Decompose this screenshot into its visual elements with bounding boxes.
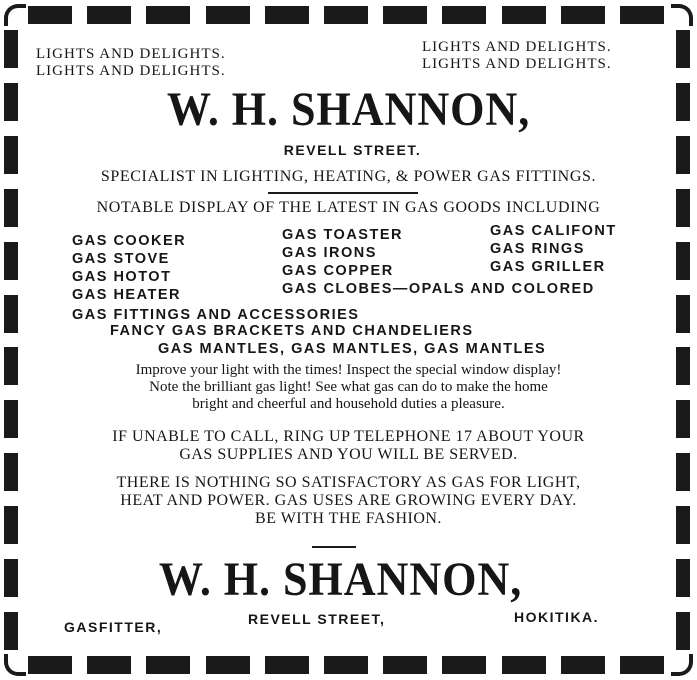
mantles-line: GAS MANTLES, GAS MANTLES, GAS MANTLES <box>158 341 547 357</box>
border-dash <box>383 6 427 24</box>
border-top <box>28 6 664 24</box>
border-dash <box>676 83 690 121</box>
border-dash <box>502 656 546 674</box>
specialist-line: SPECIALIST IN LIGHTING, HEATING, & POWER GAS FITTINGS. <box>100 168 597 185</box>
improve-line-2: Note the brilliant gas light! See what gas can do to make the home <box>149 379 548 395</box>
border-dash <box>4 83 18 121</box>
border-dash <box>442 656 486 674</box>
border-dash <box>4 242 18 280</box>
border-dash <box>676 295 690 333</box>
divider-rule <box>268 192 418 194</box>
phone-paragraph <box>0 428 697 464</box>
footer-trade: GASFITTER, <box>64 619 163 635</box>
satisfactory-line-1: THERE IS NOTHING SO SATISFACTORY AS GAS FOR LIGHT, <box>116 474 581 491</box>
goods-item: GAS RINGS <box>490 241 585 257</box>
border-dash <box>561 656 605 674</box>
short-divider <box>312 546 356 548</box>
goods-item: GAS HEATER <box>72 287 181 303</box>
goods-item: GAS IRONS <box>282 245 377 261</box>
border-dash <box>324 656 368 674</box>
border-dash <box>146 6 190 24</box>
goods-item: GAS TOASTER <box>282 227 403 243</box>
border-corner-top-left <box>4 4 26 26</box>
footer-street: REVELL STREET, <box>248 611 386 627</box>
border-dash <box>676 242 690 280</box>
goods-column-1 <box>72 232 186 304</box>
goods-item: GAS COOKER <box>72 233 187 249</box>
border-dash <box>4 612 18 650</box>
border-dash <box>502 6 546 24</box>
goods-item: GAS COPPER <box>282 263 394 279</box>
satisfactory-line-2: HEAT AND POWER. GAS USES ARE GROWING EVERY DAY. <box>120 492 577 509</box>
border-dash <box>206 6 250 24</box>
border-dash <box>561 6 605 24</box>
border-dash <box>265 656 309 674</box>
tagline-left-line-1: LIGHTS AND DELIGHTS. <box>36 46 226 62</box>
improve-paragraph <box>0 362 697 413</box>
improve-line-1: Improve your light with the times! Inspect the special window display! <box>135 362 562 378</box>
border-right <box>676 30 690 650</box>
goods-item: GAS CLOBES—OPALS AND COLORED <box>282 281 595 297</box>
goods-item: GAS HOTOT <box>72 269 172 285</box>
phone-line-2: GAS SUPPLIES AND YOU WILL BE SERVED. <box>179 446 518 463</box>
satisfactory-line-3: BE WITH THE FASHION. <box>255 510 442 527</box>
advertiser-name: W. H. SHANNON, <box>166 83 531 136</box>
tagline-right-line-2: LIGHTS AND DELIGHTS. <box>422 56 612 72</box>
fittings-line: GAS FITTINGS AND ACCESSORIES <box>72 307 360 323</box>
border-dash <box>676 30 690 68</box>
border-dash <box>206 656 250 674</box>
border-dash <box>87 656 131 674</box>
improve-line-3: bright and cheerful and household duties a pleasure. <box>192 396 505 412</box>
tagline-right <box>422 39 612 73</box>
border-dash <box>28 6 72 24</box>
border-dash <box>4 30 18 68</box>
border-corner-top-right <box>671 4 693 26</box>
border-dash <box>265 6 309 24</box>
border-dash <box>146 656 190 674</box>
border-dash <box>620 6 664 24</box>
goods-item: GAS STOVE <box>72 251 170 267</box>
border-dash <box>324 6 368 24</box>
goods-item: GAS CALIFONT <box>490 223 617 239</box>
phone-line-1: IF UNABLE TO CALL, RING UP TELEPHONE 17 ABOUT YOUR <box>112 428 585 445</box>
goods-item: GAS GRILLER <box>490 259 606 275</box>
tagline-left <box>36 46 226 80</box>
satisfactory-paragraph <box>0 474 697 528</box>
header-street: REVELL STREET. <box>283 142 422 158</box>
border-dash <box>620 656 664 674</box>
tagline-left-line-2: LIGHTS AND DELIGHTS. <box>36 63 226 79</box>
display-heading: NOTABLE DISPLAY OF THE LATEST IN GAS GOODS INCLUDING <box>96 199 601 216</box>
border-dash <box>442 6 486 24</box>
brackets-line: FANCY GAS BRACKETS AND CHANDELIERS <box>110 323 474 339</box>
border-left <box>4 30 18 650</box>
border-dash <box>87 6 131 24</box>
border-dash <box>28 656 72 674</box>
goods-column-3 <box>490 222 617 276</box>
border-dash <box>676 612 690 650</box>
footer-town: HOKITIKA. <box>514 609 600 625</box>
border-bottom <box>28 656 664 674</box>
tagline-right-line-1: LIGHTS AND DELIGHTS. <box>422 39 612 55</box>
border-corner-bottom-right <box>671 654 693 676</box>
border-corner-bottom-left <box>4 654 26 676</box>
border-dash <box>4 295 18 333</box>
footer-name: W. H. SHANNON, <box>158 553 523 606</box>
border-dash <box>4 559 18 597</box>
border-dash <box>676 559 690 597</box>
border-dash <box>383 656 427 674</box>
